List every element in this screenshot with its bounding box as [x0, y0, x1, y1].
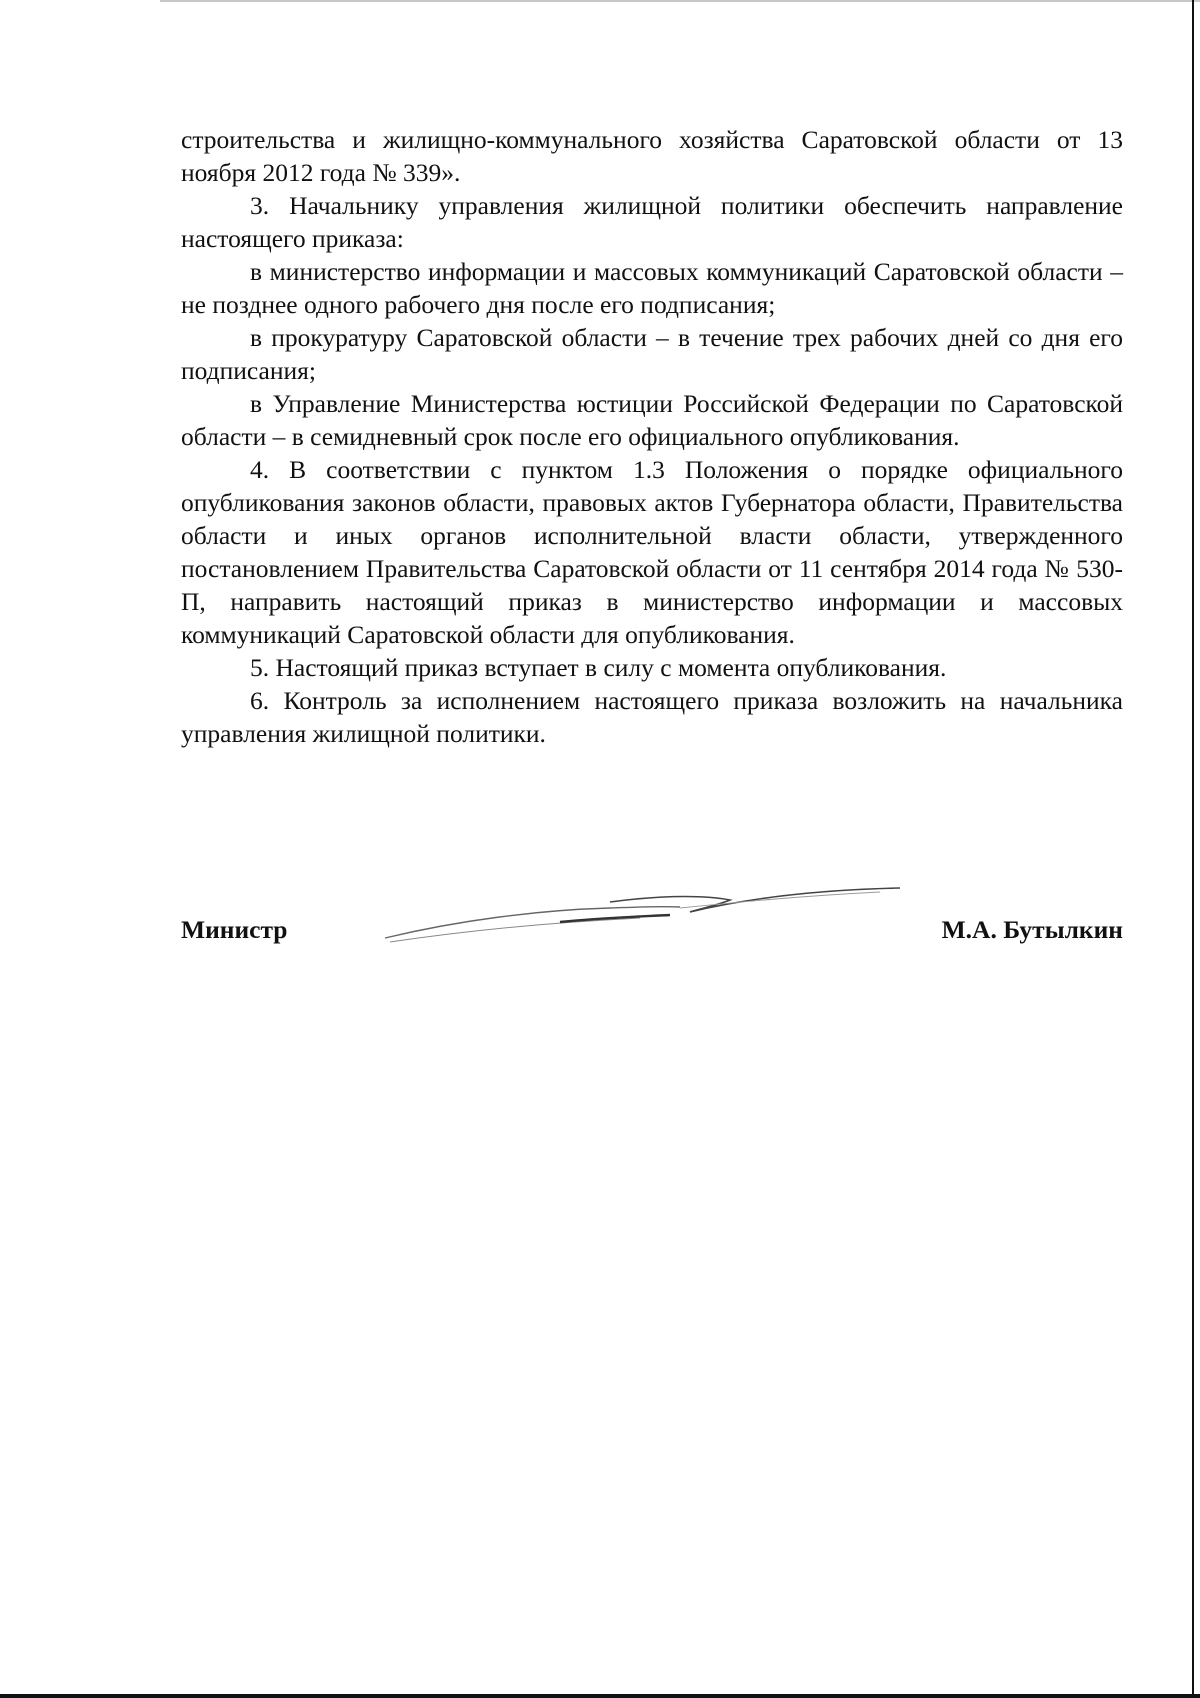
signature-block: [181, 915, 1123, 955]
signatory-title: Министр: [181, 915, 288, 944]
paragraph-item-3: 3. Начальнику управления жилищной политики обеспечить направление настоящего приказа:: [181, 191, 1123, 253]
bottom-scan-border: [0, 1694, 1200, 1698]
paragraph-item-4: 4. В соответствии с пунктом 1.3 Положения о порядке официального опубликования законов области, правовых актов Губернатора области, Правительства области и иных органов исполнительной власти области, утвержденного постановлением Правительства Саратовской области от 11 сентября 2014 года № 530-П, направить настоящий приказ в министерство информации и массовых коммуникаций Саратовской области для опубликования.: [181, 455, 1123, 649]
paragraph-recipient-prosecutor: в прокуратуру Саратовской области – в течение трех рабочих дней со дня его подписания;: [181, 323, 1123, 385]
paragraph-item-6: 6. Контроль за исполнением настоящего приказа возложить на начальника управления жилищной политики.: [181, 686, 1123, 748]
paragraph-recipient-justice: в Управление Министерства юстиции Российской Федерации по Саратовской области – в семидневный срок после его официального опубликования.: [181, 389, 1123, 451]
right-scan-border: [1192, 0, 1194, 1698]
paragraph-recipient-ministry: в министерство информации и массовых коммуникаций Саратовской области – не позднее одного рабочего дня после его подписания;: [181, 257, 1123, 319]
paragraph-item-5: 5. Настоящий приказ вступает в силу с момента опубликования.: [250, 653, 947, 682]
top-scan-border: [160, 0, 1200, 2]
signatory-name: М.А. Бутылкин: [941, 915, 1123, 944]
paragraph-continuation: строительства и жилищно-коммунального хозяйства Саратовской области от 13 ноября 2012 года № 339».: [181, 125, 1123, 187]
document-body: [181, 123, 1123, 750]
